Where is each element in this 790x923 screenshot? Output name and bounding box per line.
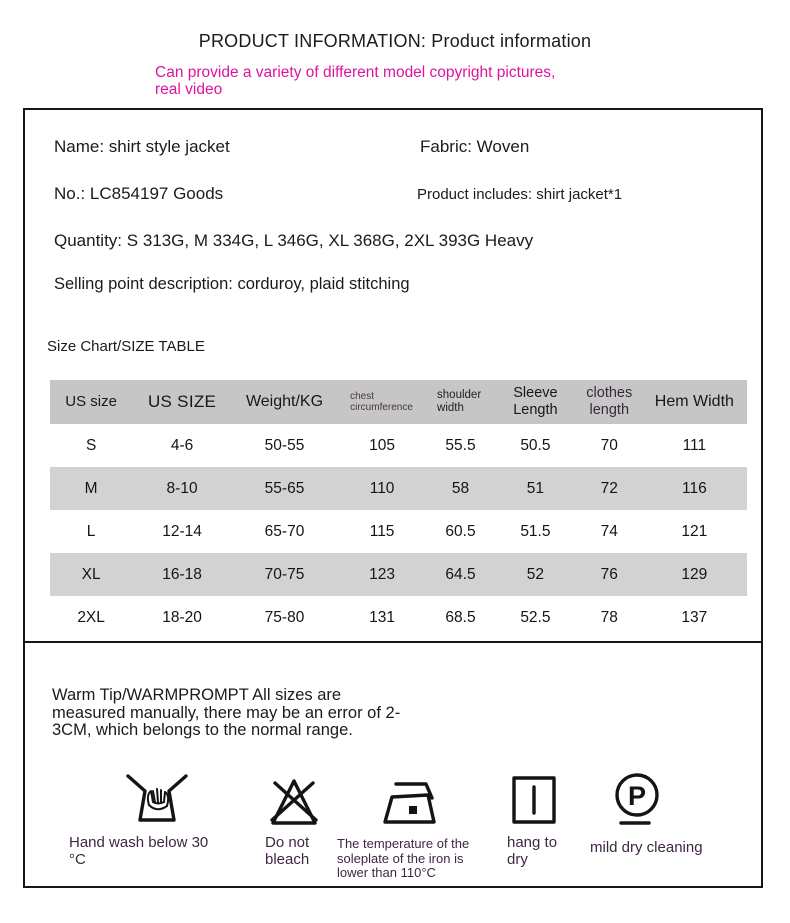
size-table-cell: 121	[681, 522, 708, 540]
size-table-col-header: chest circumference	[350, 390, 413, 413]
iron-low-temp-icon	[379, 776, 443, 833]
size-table-cell: 51.5	[520, 522, 551, 540]
size-table-cell: 16-18	[162, 565, 202, 583]
size-table-cell: 111	[682, 436, 707, 454]
svg-text:P: P	[627, 781, 647, 811]
size-table-cell: 52	[526, 565, 545, 583]
table-row	[50, 424, 747, 467]
size-table-cell: 78	[600, 608, 618, 626]
size-table-cell: 18-20	[162, 608, 202, 626]
care-label: Do not bleach	[265, 834, 310, 868]
size-table-cell: 65-70	[264, 522, 305, 540]
do-not-bleach-icon	[264, 771, 324, 836]
size-table-cell: 70	[600, 436, 618, 454]
size-table-cell: 105	[369, 436, 396, 454]
size-table-cell: 75-80	[264, 608, 305, 626]
size-table-cell: 115	[369, 522, 395, 540]
size-table-cell: S	[85, 436, 97, 454]
hand-wash-icon	[124, 767, 190, 834]
table-row	[50, 553, 747, 596]
care-label: The temperature of the soleplate of the iron is lower than 110°C	[337, 836, 470, 880]
size-table-col-header: clothes length	[586, 385, 633, 418]
size-table-cell: 74	[600, 522, 618, 540]
size-table-col-header: Sleeve Length	[513, 385, 558, 418]
size-table-cell: 131	[369, 608, 396, 626]
size-table-cell: 116	[681, 479, 707, 497]
size-table-col-header: Hem Width	[654, 392, 734, 410]
page-title: PRODUCT INFORMATION: Product information	[198, 31, 592, 51]
size-table-col-header: Weight/KG	[245, 392, 324, 410]
size-table-cell: 55-65	[264, 479, 305, 497]
size-table-cell: 50-55	[264, 436, 305, 454]
size-table-cell: 64.5	[445, 565, 476, 583]
size-table-cell: 4-6	[170, 436, 194, 454]
size-table-cell: 68.5	[445, 608, 476, 626]
size-table-cell: XL	[81, 565, 101, 583]
size-table-col-header: shoulder width	[437, 388, 482, 414]
care-label: Hand wash below 30 °C	[69, 834, 209, 868]
warm-tip-text: Warm Tip/WARMPROMPT All sizes are measured manually, there may be an error of 2-3CM, which belongs to the normal range.	[52, 686, 401, 739]
table-row	[50, 510, 747, 553]
size-table-cell: 12-14	[162, 522, 202, 540]
size-table-cell: 129	[681, 565, 708, 583]
hang-to-dry-icon	[509, 773, 559, 832]
care-label: mild dry cleaning	[590, 839, 703, 856]
dry-clean-p-icon	[611, 769, 665, 834]
table-row	[50, 467, 747, 510]
care-label: hang to dry	[507, 834, 558, 868]
size-table-header	[50, 380, 747, 424]
product-fabric: Fabric: Woven	[420, 137, 530, 156]
product-quantity: Quantity: S 313G, M 334G, L 346G, XL 368G, 2XL 393G Heavy	[54, 231, 534, 250]
product-number: No.: LC854197 Goods	[54, 184, 224, 203]
size-table-cell: 52.5	[520, 608, 551, 626]
table-row	[50, 596, 747, 639]
size-table-col-header: US SIZE	[147, 392, 217, 412]
size-table-cell: 50.5	[520, 436, 551, 454]
product-info-panel	[23, 108, 763, 643]
size-table-col-header: US size	[65, 393, 117, 411]
page-subtitle: Can provide a variety of different model copyright pictures, real video	[155, 64, 556, 98]
size-table-cell: 72	[600, 479, 618, 497]
care-panel	[23, 643, 763, 888]
size-table-cell: 60.5	[445, 522, 476, 540]
size-table-cell: M	[84, 479, 98, 497]
size-chart-heading: Size Chart/SIZE TABLE	[47, 338, 205, 355]
size-table-cell: L	[86, 522, 96, 540]
size-table-cell: 58	[451, 479, 470, 497]
size-table	[50, 380, 747, 639]
size-table-cell: 8-10	[166, 479, 198, 497]
product-selling-point: Selling point description: corduroy, plaid stitching	[54, 275, 410, 293]
size-table-cell: 55.5	[445, 436, 476, 454]
size-table-cell: 76	[600, 565, 618, 583]
product-includes: Product includes: shirt jacket*1	[417, 186, 623, 203]
size-table-cell: 2XL	[77, 608, 105, 626]
size-table-cell: 123	[369, 565, 396, 583]
size-table-cell: 70-75	[264, 565, 305, 583]
size-table-cell: 110	[369, 479, 395, 497]
product-name: Name: shirt style jacket	[54, 137, 230, 156]
size-table-cell: 51	[526, 479, 545, 497]
size-table-cell: 137	[681, 608, 708, 626]
